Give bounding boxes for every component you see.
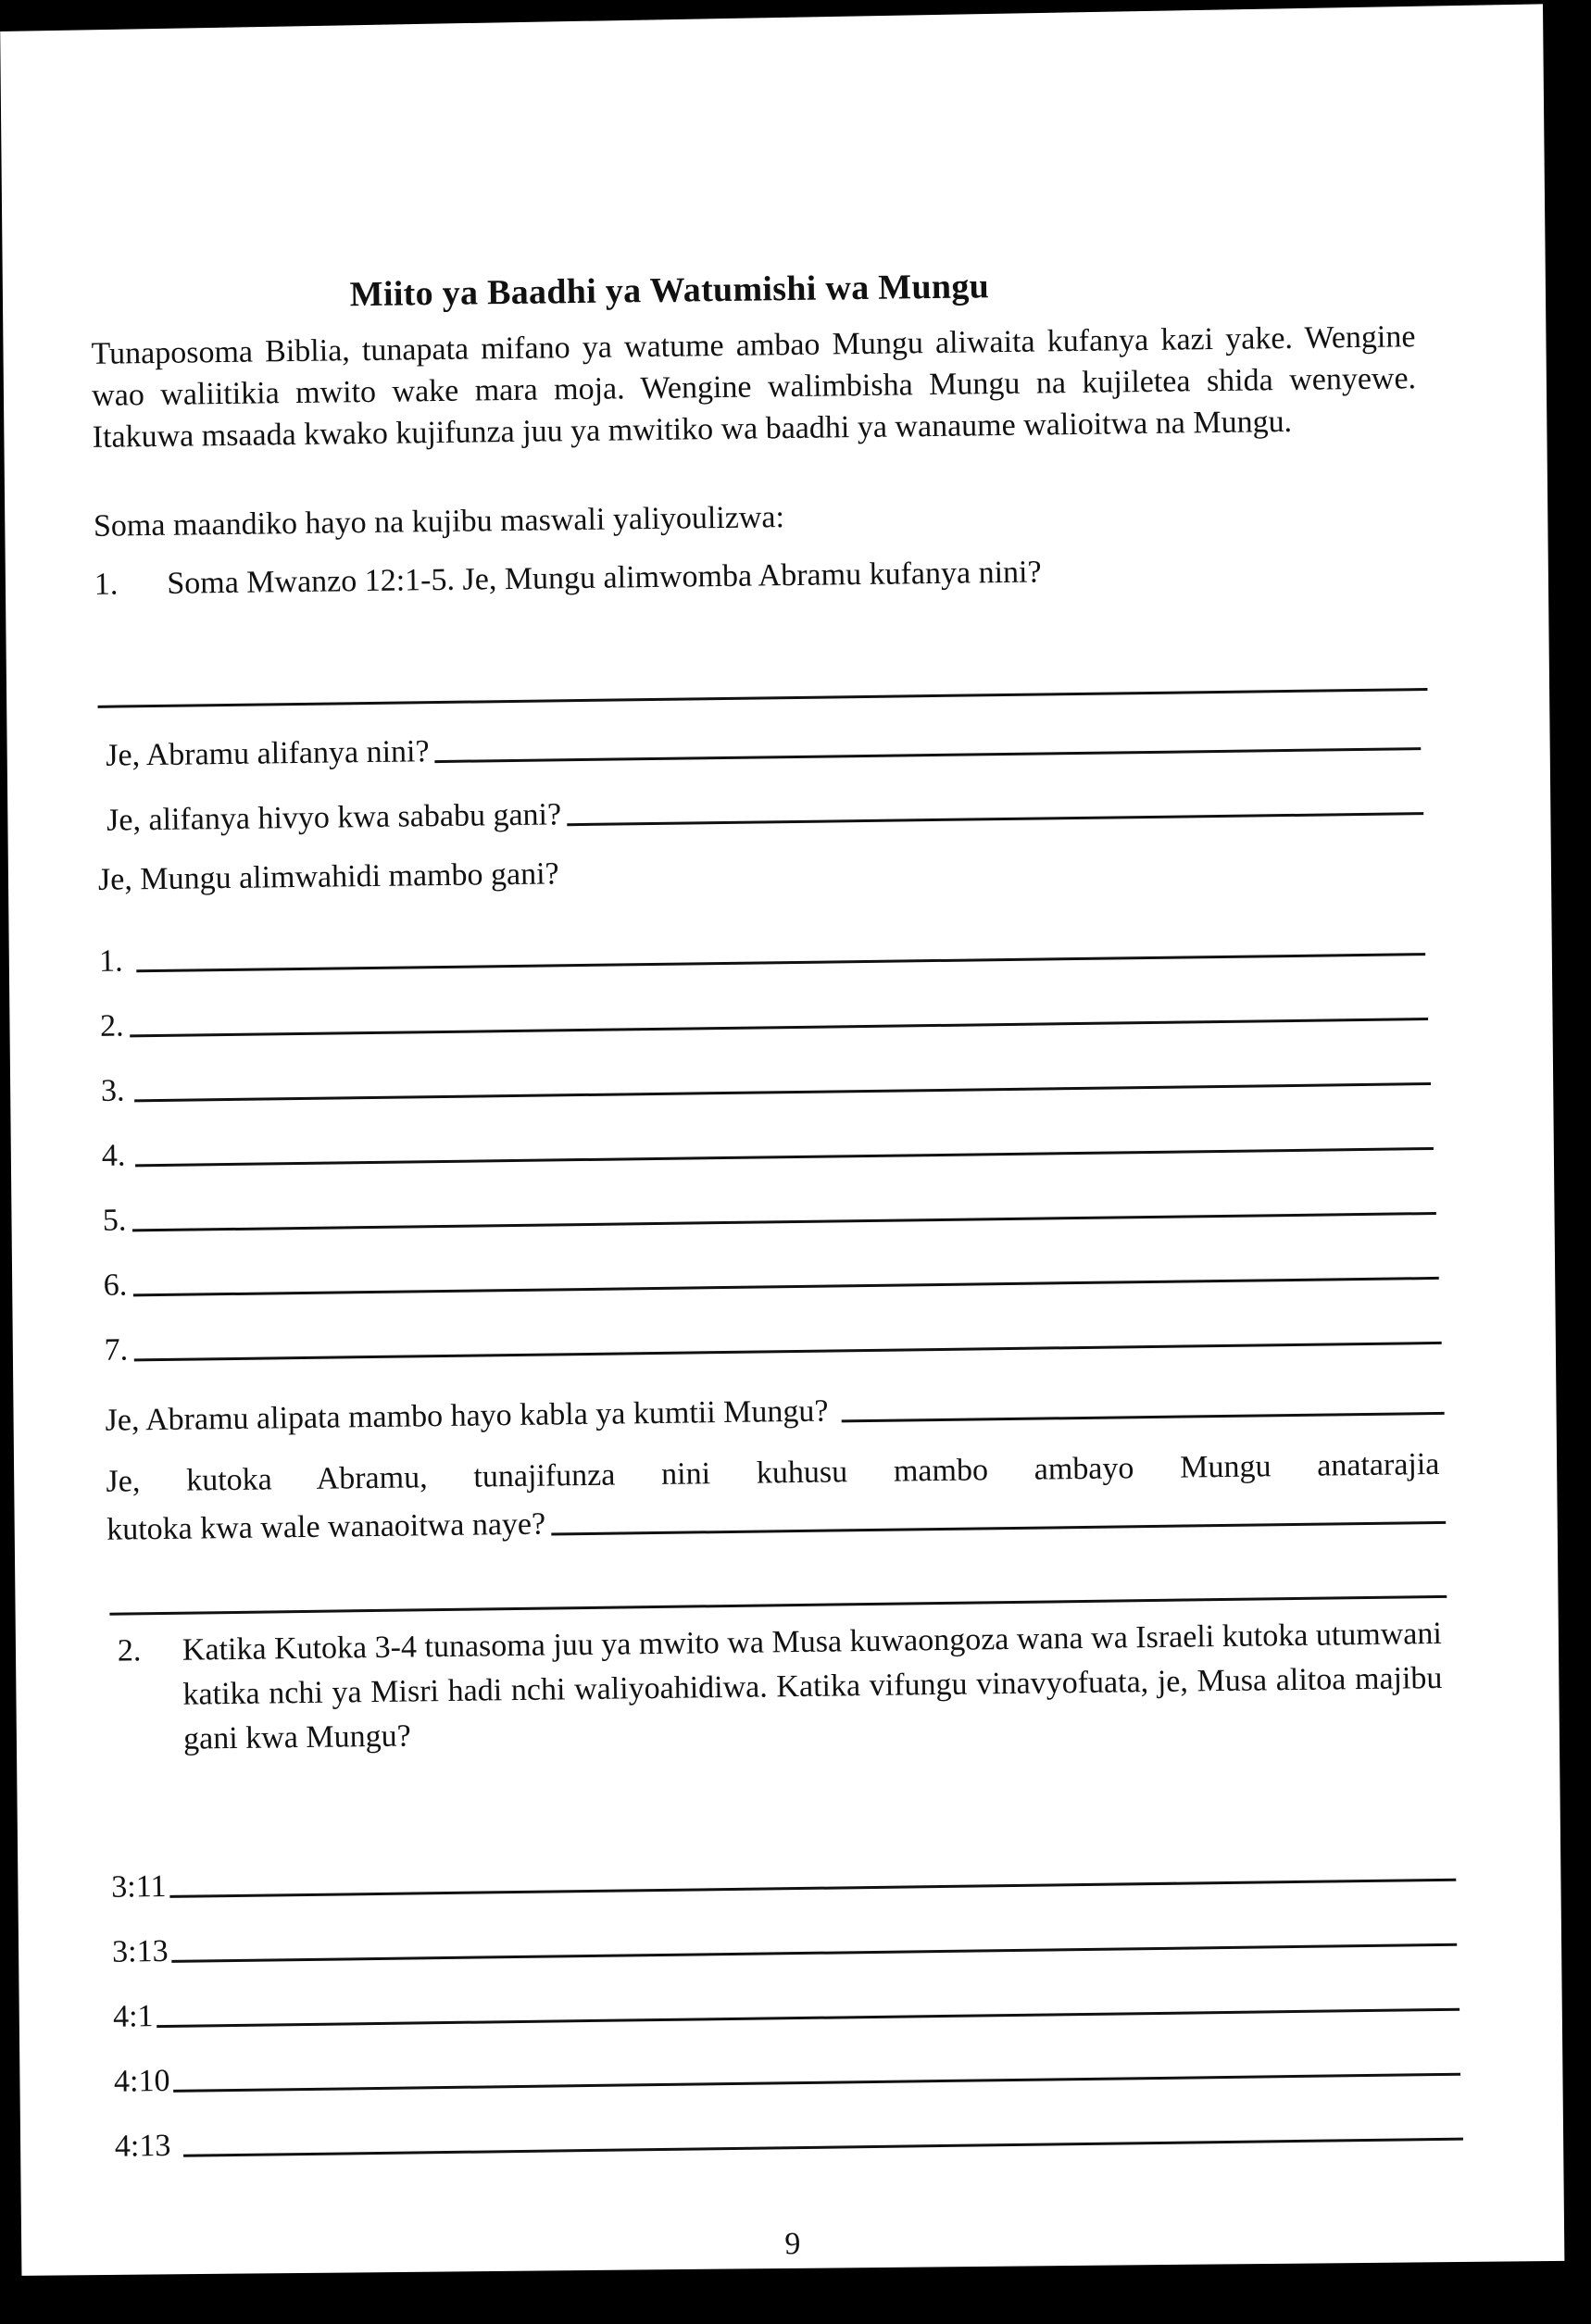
verse-row (114, 2047, 1460, 2100)
answer-line-after-1[interactable] (842, 1411, 1445, 1423)
verse-row (115, 2112, 1463, 2165)
after-question-2-line-1: Je, kutoka Abramu, tunajifunza nini kuhusu mambo ambayo Mungu anatarajia (106, 1446, 1440, 1499)
question-2-prompt: Katika Kutoka 3-4 tunasoma juu ya mwito wa Musa kuwaongoza wana wa Israeli kutoka utumwani katika nchi ya Misri hadi nchi waliyoahidiwa. Katika vifungu vinavyofuata, je, Musa alitoa majibu gani kwa Mungu? (182, 1616, 1443, 1756)
promise-row (100, 992, 1428, 1044)
after-question-label: kutoka kwa wale wanaoitwa naye? (106, 1506, 546, 1547)
promise-answer-line[interactable] (135, 1146, 1434, 1167)
after-question-row-2 (106, 1495, 1446, 1548)
promise-row (102, 1121, 1434, 1174)
verse-label: 4:10 (113, 2063, 170, 2099)
promise-number: 4. (101, 1138, 126, 1173)
promise-row (103, 1186, 1436, 1239)
subq-label: Je, alifanya hivyo kwa sababu gani? (106, 797, 562, 838)
promise-answer-line[interactable] (134, 1081, 1431, 1102)
promises-prompt: Je, Mungu alimwahidi mambo gani? (97, 856, 559, 897)
page-title: Miito ya Baadhi ya Watumishi wa Mungu (349, 267, 990, 315)
verse-row (112, 1918, 1457, 1970)
page-number: 9 (784, 2227, 801, 2262)
verse-answer-line[interactable] (172, 1943, 1457, 1963)
verse-row (111, 1853, 1456, 1905)
question-1-prompt: Soma Mwanzo 12:1-5. Je, Mungu alimwomba Abramu kufanya nini? (167, 555, 1042, 601)
promise-number: 6. (103, 1268, 128, 1303)
answer-line-q1[interactable] (98, 688, 1428, 708)
promise-row (101, 1056, 1431, 1109)
answer-line-subq-2[interactable] (567, 811, 1423, 826)
question-2-number: 2. (117, 1633, 142, 1668)
verse-answer-line[interactable] (157, 2007, 1459, 2028)
verse-answer-line[interactable] (174, 2072, 1460, 2093)
question-2 (108, 1612, 1444, 1763)
promise-answer-line[interactable] (130, 1017, 1428, 1037)
subq-row-1 (106, 721, 1421, 774)
answer-line-after-2-extra[interactable] (109, 1595, 1447, 1616)
promise-number: 3. (100, 1073, 125, 1108)
answer-line-subq-1[interactable] (435, 746, 1422, 763)
verse-answer-line[interactable] (183, 2137, 1462, 2157)
verse-label: 4:1 (112, 1999, 154, 2034)
promise-answer-line[interactable] (136, 952, 1425, 972)
verse-row (113, 1982, 1459, 2035)
promise-number: 1. (98, 943, 123, 979)
promise-number: 5. (102, 1203, 127, 1238)
verse-label: 4:13 (114, 2128, 171, 2164)
promise-answer-line[interactable] (132, 1211, 1435, 1231)
promise-number: 7. (104, 1332, 129, 1368)
verse-label: 3:13 (111, 1933, 169, 1969)
intro-paragraph: Tunaposoma Biblia, tunapata mifano ya watume ambao Mungu aliwaita kufanya kazi yake. Wengine wao waliitikia mwito wake mara moja. Wengine walimbisha Mungu na kujiletea shida wenyewe. Itakuwa msaada kwako kujifunza juu ya mwitiko wa baadhi ya wanaume walioitwa na Mungu. (91, 319, 1417, 455)
instruction-text: Soma maandiko hayo na kujibu maswali yaliyoulizwa: (93, 500, 785, 544)
promise-row (104, 1251, 1439, 1304)
promise-answer-line[interactable] (133, 1341, 1441, 1361)
promise-row (99, 927, 1425, 980)
answer-line-after-2[interactable] (551, 1520, 1446, 1536)
after-question-label: Je, Abramu alipata mambo hayo kabla ya kumtii Mungu? (105, 1393, 829, 1438)
subq-row-2 (106, 786, 1423, 839)
question-1-number: 1. (94, 567, 119, 602)
verse-answer-line[interactable] (170, 1878, 1457, 1898)
promise-row (104, 1316, 1441, 1368)
promise-answer-line[interactable] (132, 1276, 1438, 1296)
subq-label: Je, Abramu alifanya nini? (106, 734, 430, 773)
after-question-row-1 (105, 1386, 1444, 1439)
verse-label: 3:11 (111, 1868, 167, 1905)
question-1 (94, 555, 1042, 602)
promise-number: 2. (99, 1008, 124, 1043)
